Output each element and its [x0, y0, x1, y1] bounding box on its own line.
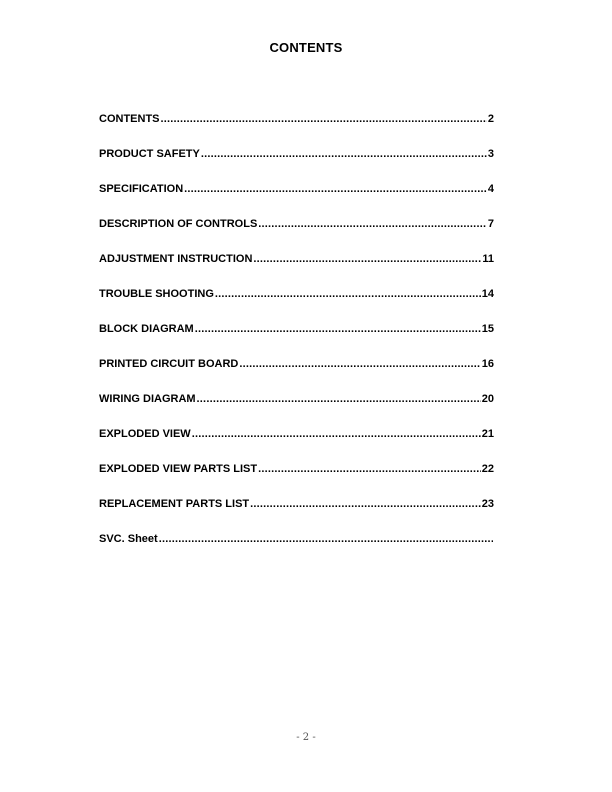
dot-leader [195, 322, 481, 336]
toc-entry-label: PRODUCT SAFETY [99, 148, 200, 160]
toc-entry-trouble-shooting[interactable] [99, 287, 494, 322]
toc-entry-label: DESCRIPTION OF CONTROLS [99, 218, 258, 230]
toc-entry-product-safety[interactable] [99, 147, 494, 182]
toc-entry-exploded-view-parts-list[interactable] [99, 462, 494, 497]
toc-entry-label: EXPLODED VIEW [99, 428, 191, 440]
toc-entry-label: TROUBLE SHOOTING [99, 288, 214, 300]
toc-entry-page: 3 [487, 148, 494, 160]
page-number: - 2 - [296, 732, 316, 743]
dot-leader [258, 462, 481, 476]
toc-entry-exploded-view[interactable] [99, 427, 494, 462]
dot-leader [239, 357, 480, 371]
toc-entry-page: 22 [481, 463, 494, 475]
toc-entry-page: 23 [481, 498, 494, 510]
toc-entry-page: 21 [481, 428, 494, 440]
toc-entry-specification[interactable] [99, 182, 494, 217]
toc-entry-contents[interactable] [99, 112, 494, 147]
toc-entry-page: 16 [481, 358, 494, 370]
toc-entry-label: REPLACEMENT PARTS LIST [99, 498, 250, 510]
toc-entry-label: WIRING DIAGRAM [99, 393, 196, 405]
toc-entry-page: 2 [487, 113, 494, 125]
toc-entry-description-of-controls[interactable] [99, 217, 494, 252]
dot-leader [215, 287, 481, 301]
toc-entry-page: 20 [481, 393, 494, 405]
dot-leader [201, 147, 487, 161]
toc-entry-page: 4 [487, 183, 494, 195]
toc-entry-label: SVC. Sheet [99, 533, 158, 545]
toc-entry-label: ADJUSTMENT INSTRUCTION [99, 253, 253, 265]
toc-entry-page: 14 [481, 288, 494, 300]
toc-entry-page: 11 [482, 253, 494, 265]
toc-entry-label: EXPLODED VIEW PARTS LIST [99, 463, 258, 475]
toc-entry-block-diagram[interactable] [99, 322, 494, 357]
toc-entry-replacement-parts-list[interactable] [99, 497, 494, 532]
dot-leader [250, 497, 481, 511]
toc-entry-wiring-diagram[interactable] [99, 392, 494, 427]
toc-entry-label: CONTENTS [99, 113, 160, 125]
dot-leader [253, 252, 481, 266]
toc-entry-page: 7 [487, 218, 494, 230]
dot-leader [192, 427, 481, 441]
page-title: CONTENTS [269, 40, 343, 55]
toc-entry-svc-sheet[interactable] [99, 532, 494, 567]
dot-leader [161, 112, 487, 126]
toc-entry-label: PRINTED CIRCUIT BOARD [99, 358, 239, 370]
toc-entry-page: 15 [481, 323, 494, 335]
dot-leader [258, 217, 487, 231]
dot-leader [184, 182, 487, 196]
dot-leader [159, 532, 493, 546]
toc-entry-adjustment-instruction[interactable] [99, 252, 494, 287]
toc-entry-label: BLOCK DIAGRAM [99, 323, 194, 335]
toc-entry-printed-circuit-board[interactable] [99, 357, 494, 392]
toc-entry-label: SPECIFICATION [99, 183, 184, 195]
dot-leader [197, 392, 481, 406]
table-of-contents [99, 112, 494, 567]
